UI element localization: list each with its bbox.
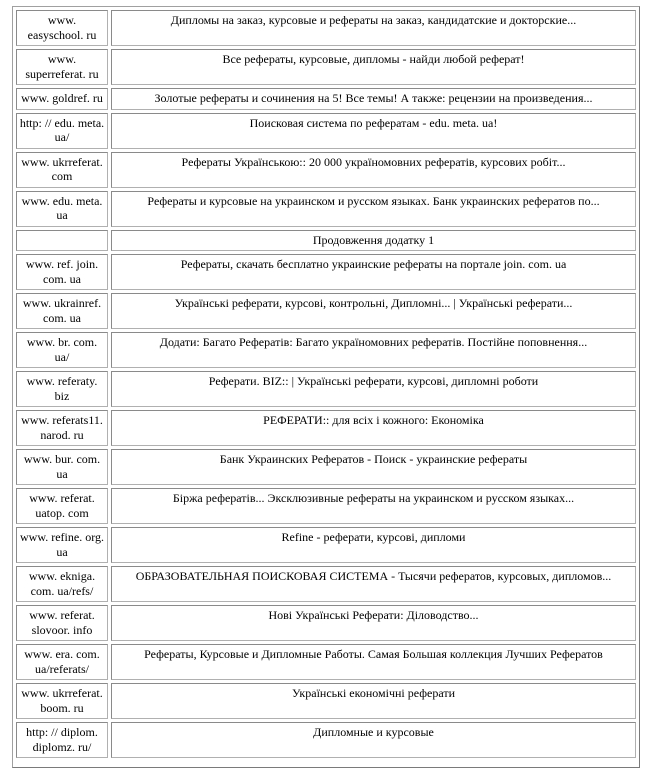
site-url-cell: www. bur. com. ua bbox=[16, 449, 108, 485]
site-description-cell: Рефераты, скачать бесплатно украинские рефераты на портале join. com. ua bbox=[111, 254, 636, 290]
site-url-cell: www. br. com. ua/ bbox=[16, 332, 108, 368]
table-body bbox=[16, 10, 636, 758]
site-description-cell: Реферати. BIZ:: | Українські реферати, курсові, дипломні роботи bbox=[111, 371, 636, 407]
site-url-cell bbox=[16, 230, 108, 252]
site-description-cell: РЕФЕРАТИ:: для всіх і кожного: Економіка bbox=[111, 410, 636, 446]
site-description-cell: Українські економічні реферати bbox=[111, 683, 636, 719]
site-description-cell: Рефераты и курсовые на украинском и русском языках. Банк украинских рефератов по... bbox=[111, 191, 636, 227]
site-description-cell: Все рефераты, курсовые, дипломы - найди любой реферат! bbox=[111, 49, 636, 85]
table-row bbox=[16, 293, 636, 329]
site-url-cell: www. era. com. ua/referats/ bbox=[16, 644, 108, 680]
table-row bbox=[16, 230, 636, 252]
table-row bbox=[16, 410, 636, 446]
site-url-cell: www. referats11. narod. ru bbox=[16, 410, 108, 446]
table-row bbox=[16, 566, 636, 602]
site-url-cell: www. ukrreferat. boom. ru bbox=[16, 683, 108, 719]
site-description-cell: Додати: Багато Рефератів: Багато україномовних рефератів. Постійне поповнення... bbox=[111, 332, 636, 368]
site-description-cell: Рефераты, Курсовые и Дипломные Работы. Самая Большая коллекция Лучших Рефератов bbox=[111, 644, 636, 680]
site-url-cell: www. easyschool. ru bbox=[16, 10, 108, 46]
links-table-frame bbox=[12, 6, 640, 768]
table-row bbox=[16, 10, 636, 46]
site-description-cell: Рефераты Українською:: 20 000 україномовних рефератів, курсових робіт... bbox=[111, 152, 636, 188]
site-description-cell: Банк Украинских Рефератов - Поиск - украинские рефераты bbox=[111, 449, 636, 485]
site-url-cell: http: // edu. meta. ua/ bbox=[16, 113, 108, 149]
table-row bbox=[16, 449, 636, 485]
site-url-cell: www. ukrainref. com. ua bbox=[16, 293, 108, 329]
site-url-cell: www. referat. slovoor. info bbox=[16, 605, 108, 641]
site-description-cell: ОБРАЗОВАТЕЛЬНАЯ ПОИСКОВАЯ СИСТЕМА - Тысячи рефератов, курсовых, дипломов... bbox=[111, 566, 636, 602]
table-row bbox=[16, 683, 636, 719]
referat-sites-table bbox=[13, 7, 639, 761]
table-row bbox=[16, 605, 636, 641]
site-description-cell: Біржа рефератів... Эксклюзивные рефераты на украинском и русском языках... bbox=[111, 488, 636, 524]
table-row bbox=[16, 644, 636, 680]
table-row bbox=[16, 113, 636, 149]
site-url-cell: www. refine. org. ua bbox=[16, 527, 108, 563]
site-url-cell: www. referat. uatop. com bbox=[16, 488, 108, 524]
site-description-cell: Refine - реферати, курсові, дипломи bbox=[111, 527, 636, 563]
site-description-cell: Поисковая система по рефератам - edu. meta. ua! bbox=[111, 113, 636, 149]
table-row bbox=[16, 722, 636, 758]
table-row bbox=[16, 49, 636, 85]
site-url-cell: www. edu. meta. ua bbox=[16, 191, 108, 227]
table-row bbox=[16, 191, 636, 227]
table-row bbox=[16, 488, 636, 524]
site-description-cell: Продовження додатку 1 bbox=[111, 230, 636, 252]
table-row bbox=[16, 152, 636, 188]
table-row bbox=[16, 254, 636, 290]
site-description-cell: Золотые рефераты и сочинения на 5! Все темы! А также: рецензии на произведения... bbox=[111, 88, 636, 110]
site-url-cell: www. ekniga. com. ua/refs/ bbox=[16, 566, 108, 602]
site-url-cell: www. ref. join. com. ua bbox=[16, 254, 108, 290]
site-description-cell: Дипломные и курсовые bbox=[111, 722, 636, 758]
site-description-cell: Українські реферати, курсові, контрольні, Дипломні... | Українські реферати... bbox=[111, 293, 636, 329]
site-description-cell: Дипломы на заказ, курсовые и рефераты на заказ, кандидатские и докторские... bbox=[111, 10, 636, 46]
site-url-cell: http: // diplom. diplomz. ru/ bbox=[16, 722, 108, 758]
table-row bbox=[16, 88, 636, 110]
site-url-cell: www. superreferat. ru bbox=[16, 49, 108, 85]
site-url-cell: www. goldref. ru bbox=[16, 88, 108, 110]
site-url-cell: www. ukrreferat. com bbox=[16, 152, 108, 188]
table-row bbox=[16, 371, 636, 407]
table-row bbox=[16, 332, 636, 368]
site-description-cell: Нові Українські Реферати: Діловодство... bbox=[111, 605, 636, 641]
site-url-cell: www. referaty. biz bbox=[16, 371, 108, 407]
table-row bbox=[16, 527, 636, 563]
